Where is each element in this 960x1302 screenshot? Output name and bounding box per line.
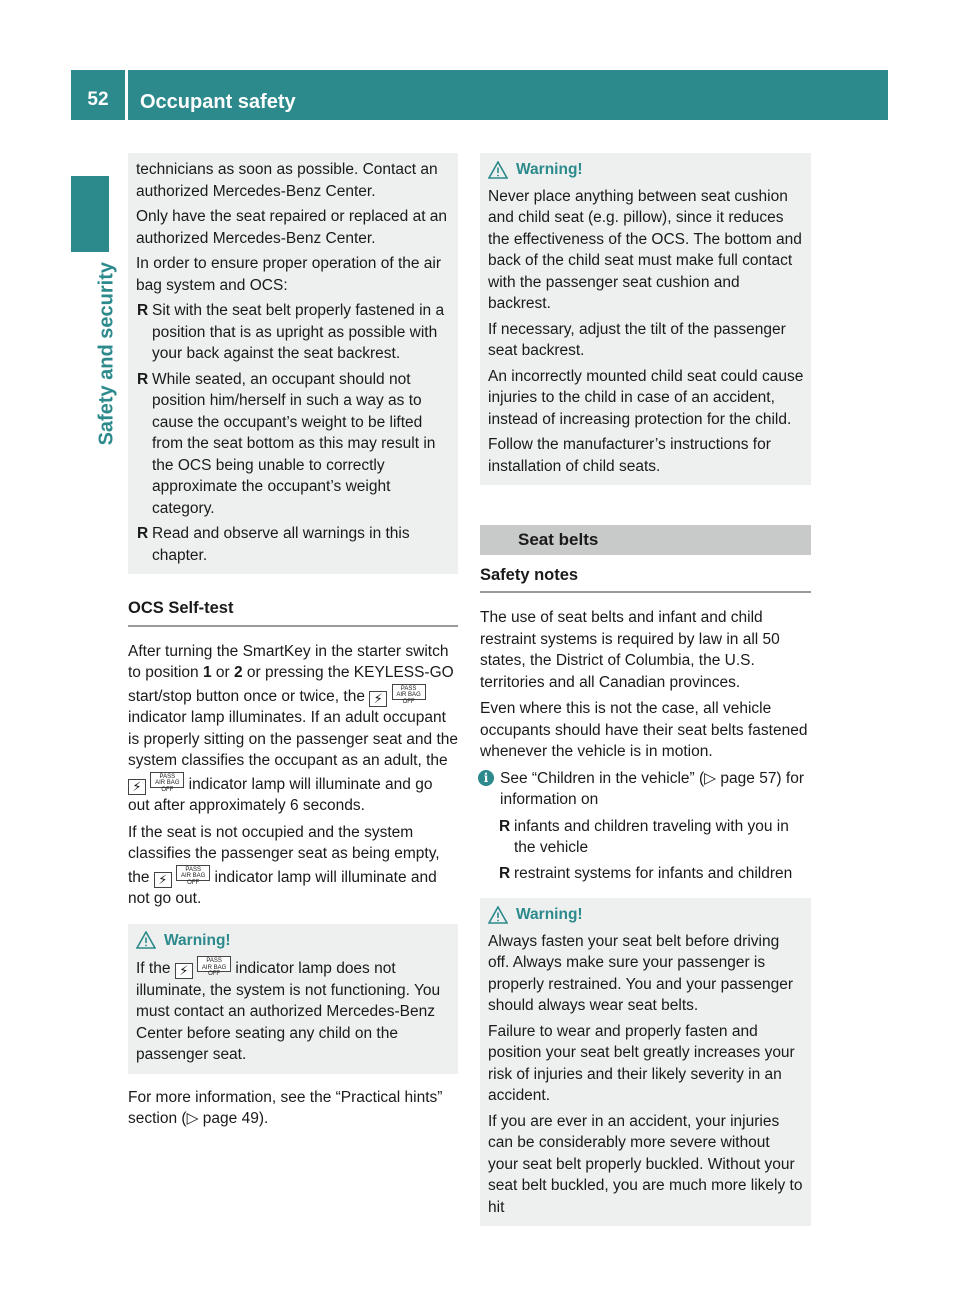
- bullet-item: R restraint systems for infants and children: [498, 863, 811, 885]
- paragraph: Follow the manufacturer’s instructions for installation of child seats.: [488, 436, 771, 475]
- seat-belts-section-title: Seat belts: [480, 525, 811, 555]
- paragraph: technicians as soon as possible. Contact an authorized Mercedes-Benz Center.: [136, 161, 438, 200]
- practical-hints-reference: For more information, see the “Practical hints” section (▷ page 49).: [128, 1088, 443, 1127]
- sidebar-section-label: Safety and security: [95, 262, 117, 446]
- info-note: [480, 768, 811, 885]
- page-header: [71, 70, 888, 120]
- header-divider: [125, 70, 128, 120]
- paragraph: An incorrectly mounted child seat could cause injuries to the child in case of an accident, instead of increasing protection for the child.: [488, 367, 804, 428]
- ocs-paragraph: After turning the SmartKey in the starter switch to position 1 or 2 or pressing the KEYLESS-GO start/stop button once or twice, the ⚡ PASS AIR BAG OFF indicator lamp illuminates. If an adult occupant is properly sitting on the passenger seat and the system classifies the occupant as an adult, the ⚡ PASS AIR BAG OFF indicator lamp will illuminate and go out after approximately 6 seconds.: [128, 642, 459, 814]
- warning-heading: Warning!: [136, 930, 451, 952]
- warning-triangle-icon: [488, 161, 508, 179]
- paragraph: Failure to wear and properly fasten and position your seat belt greatly increases your risk of injuries and their likely severity in an accident.: [488, 1022, 795, 1104]
- warning-heading: Warning!: [488, 904, 804, 926]
- bullet-icon: R: [499, 864, 511, 882]
- pass-airbag-off-icon: PASS AIR BAG OFF: [150, 772, 184, 788]
- page-number: 52: [87, 89, 109, 110]
- occupant-seat-icon: ⚡: [154, 872, 172, 888]
- left-column: [128, 153, 458, 1135]
- paragraph: The use of seat belts and infant and child restraint systems is required by law in all 50 states, the District of Columbia, the U.S. territories and all Canadian provinces.: [480, 609, 780, 691]
- warning-heading: Warning!: [488, 159, 804, 181]
- bullet-icon: R: [137, 302, 149, 319]
- bullet-item: R While seated, an occupant should not position him/herself in such a way as to cause the occupant’s weight to be lifted from the seat bottom as this may result in the OCS being unable to correctly approximate the occupant’s weight category.: [137, 370, 436, 517]
- paragraph: If necessary, adjust the tilt of the passenger seat backrest.: [488, 320, 786, 359]
- continued-warning-box: [128, 153, 458, 574]
- right-column: [480, 153, 811, 1226]
- pass-airbag-off-icon: PASS AIR BAG OFF: [197, 956, 231, 972]
- seat-belt-warning-box: [480, 898, 811, 1226]
- bullet-icon: R: [137, 525, 149, 542]
- pass-airbag-off-icon: PASS AIR BAG OFF: [176, 865, 210, 881]
- safety-notes-heading: Safety notes: [480, 565, 811, 594]
- occupant-seat-icon: ⚡: [128, 779, 146, 795]
- paragraph: In order to ensure proper operation of the air bag system and OCS:: [136, 255, 442, 294]
- bullet-item: R infants and children traveling with you in the vehicle: [499, 817, 789, 856]
- ocs-paragraph: If the seat is not occupied and the system classifies the passenger seat as being empty, the ⚡ PASS AIR BAG OFF indicator lamp will illuminate and not go out.: [128, 823, 440, 907]
- warning-triangle-icon: [488, 906, 508, 924]
- pass-airbag-off-icon: PASS AIR BAG OFF: [392, 684, 426, 700]
- warning-text: If the ⚡ PASS AIR BAG OFF indicator lamp does not illuminate, the system is not functioning. You must contact an authorized Mercedes-Benz Center before seating any child on the passenger seat.: [136, 958, 441, 1063]
- page-title: Occupant safety: [140, 91, 296, 113]
- bullet-icon: R: [137, 370, 149, 388]
- occupant-seat-icon: ⚡: [369, 691, 387, 707]
- paragraph: Never place anything between seat cushion and child seat (e.g. pillow), since it reduces the effectiveness of the OCS. The bottom and back of the child seat must make full contact with the passenger seat cushion and backrest.: [488, 187, 802, 312]
- warning-triangle-icon: [136, 931, 156, 949]
- paragraph: Always fasten your seat belt before driving off. Always make sure your passenger is properly restrained. You and your passenger should always wear seat belts.: [488, 932, 794, 1014]
- info-icon: i: [478, 770, 494, 786]
- occupant-seat-icon: ⚡: [175, 963, 193, 979]
- ocs-self-test-heading: OCS Self-test: [128, 598, 458, 627]
- paragraph: Only have the seat repaired or replaced at an authorized Mercedes-Benz Center.: [136, 208, 448, 247]
- sidebar-marker: [71, 176, 109, 252]
- bullet-item: R Sit with the seat belt properly fastened in a position that is as upright as possible with your back against the seat backrest.: [137, 302, 445, 362]
- child-seat-warning-box: [480, 153, 811, 485]
- bullet-item: R Read and observe all warnings in this chapter.: [137, 525, 410, 564]
- paragraph: Even where this is not the case, all vehicle occupants should have their seat belts fastened whenever the vehicle is in motion.: [480, 700, 808, 760]
- sidebar-section: [88, 262, 118, 482]
- ocs-warning-box: [128, 924, 458, 1074]
- paragraph: If you are ever in an accident, your injuries can be considerably more severe without your seat belt properly buckled. Without your seat belt buckled, you are much more likely to hit: [488, 1112, 803, 1216]
- info-text: See “Children in the vehicle” (▷ page 57) for information on: [500, 769, 804, 808]
- bullet-icon: R: [499, 817, 511, 835]
